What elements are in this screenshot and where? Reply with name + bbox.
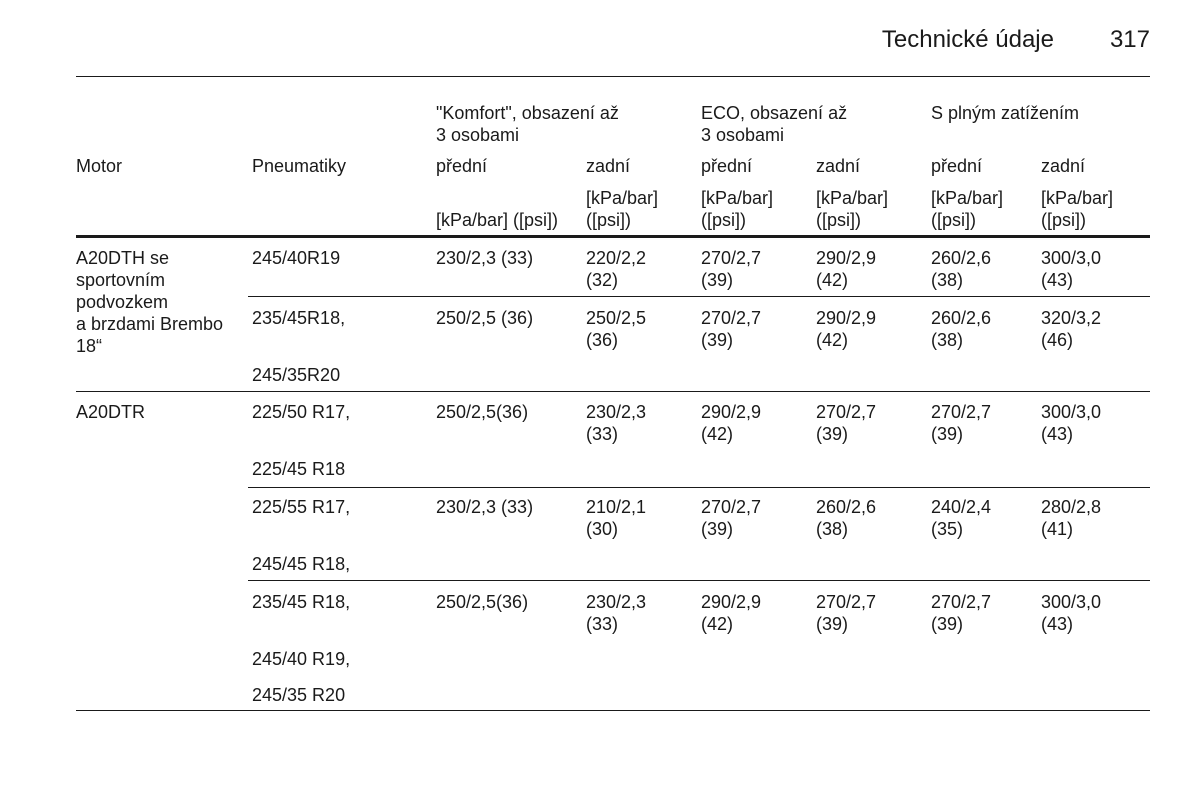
column-header-motor: Motor [76,156,123,176]
unit-eco-rear: [kPa/bar] ([psi]) [816,188,889,230]
motor-cell: A20DTH se sportovním podvozkem a brzdami Brembo 18“ [76,248,224,356]
header-rule [76,235,1150,238]
pressure-value: 270/2,7 (39) [816,592,877,634]
row-divider [248,296,1150,297]
tire-size: 245/40R19 [252,248,341,268]
group-header-eco: ECO, obsazení až 3 osobami [701,103,848,145]
row-divider [76,391,1150,392]
pressure-value: 220/2,2 (32) [586,248,647,290]
pressure-value: 230/2,3 (33) [436,497,534,517]
pressure-value: 290/2,9 (42) [816,248,877,290]
pressure-value: 270/2,7 (39) [701,497,762,539]
subheader-full-rear: zadní [1041,156,1086,176]
tire-size: 225/45 R18 [252,459,346,479]
pressure-value: 260/2,6 (38) [931,308,992,350]
pressure-value: 230/2,3 (33) [586,592,647,634]
tire-size: 225/55 R17, [252,497,351,517]
pressure-value: 230/2,3 (33) [436,248,534,268]
group-header-komfort: "Komfort", obsazení až 3 osobami [436,103,619,145]
pressure-value: 300/3,0 (43) [1041,248,1102,290]
pressure-value: 260/2,6 (38) [931,248,992,290]
tire-size: 245/35R20 [252,365,341,385]
unit-eco-front: [kPa/bar] ([psi]) [701,188,774,230]
pressure-value: 300/3,0 (43) [1041,592,1102,634]
subheader-eco-front: přední [701,156,753,176]
tire-size: 235/45R18, [252,308,346,328]
pressure-value: 270/2,7 (39) [816,402,877,444]
unit-full-rear: [kPa/bar] ([psi]) [1041,188,1114,230]
bottom-rule [76,710,1150,711]
pressure-value: 260/2,6 (38) [816,497,877,539]
motor-cell: A20DTR [76,402,146,422]
pressure-value: 210/2,1 (30) [586,497,647,539]
pressure-value: 270/2,7 (39) [701,308,762,350]
unit-komfort-rear: [kPa/bar] ([psi]) [586,188,659,230]
pressure-value: 250/2,5 (36) [436,308,534,328]
pressure-value: 270/2,7 (39) [701,248,762,290]
pressure-value: 250/2,5 (36) [586,308,647,350]
top-rule [76,76,1150,77]
pressure-value: 230/2,3 (33) [586,402,647,444]
unit-full-front: [kPa/bar] ([psi]) [931,188,1004,230]
pressure-value: 240/2,4 (35) [931,497,992,539]
group-header-full-load: S plným zatížením [931,103,1080,123]
pressure-value: 270/2,7 (39) [931,592,992,634]
column-header-tires: Pneumatiky [252,156,347,176]
pressure-value: 290/2,9 (42) [701,402,762,444]
page-header [76,24,1150,60]
page-number: 317 [1109,26,1150,53]
row-divider [248,487,1150,488]
tire-size: 245/40 R19, [252,649,351,669]
pressure-value: 300/3,0 (43) [1041,402,1102,444]
subheader-komfort-front: přední [436,156,488,176]
subheader-full-front: přední [931,156,983,176]
tire-size: 245/35 R20 [252,685,346,705]
pressure-value: 290/2,9 (42) [701,592,762,634]
tire-size: 235/45 R18, [252,592,351,612]
subheader-komfort-rear: zadní [586,156,631,176]
section-title: Technické údaje [881,26,1054,53]
pressure-value: 280/2,8 (41) [1041,497,1102,539]
pressure-value: 320/3,2 (46) [1041,308,1102,350]
tire-size: 225/50 R17, [252,402,351,422]
tire-size: 245/45 R18, [252,554,351,574]
subheader-eco-rear: zadní [816,156,861,176]
pressure-value: 250/2,5(36) [436,402,529,422]
pressure-value: 290/2,9 (42) [816,308,877,350]
unit-komfort-front: [kPa/bar] ([psi]) [436,210,559,230]
pressure-value: 270/2,7 (39) [931,402,992,444]
row-divider [248,580,1150,581]
pressure-value: 250/2,5(36) [436,592,529,612]
